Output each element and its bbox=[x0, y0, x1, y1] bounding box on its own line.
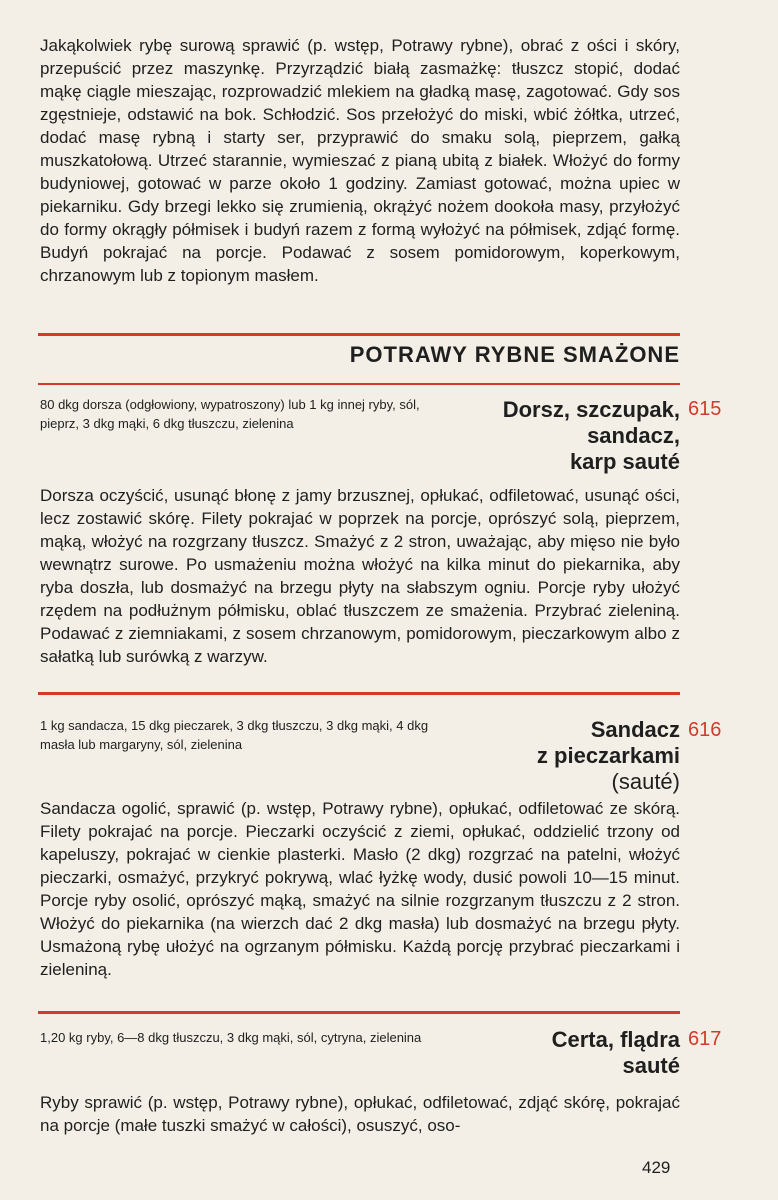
recipe-615-ingredients: 80 dkg dorsza (odgłowiony, wypatroszony) lub 1 kg innej ryby, sól, pieprz, 3 dkg mąki, 6 dkg tłuszczu, zielenina bbox=[40, 397, 420, 431]
page-number: 429 bbox=[642, 1158, 671, 1177]
recipe-616-ingredients: 1 kg sandacza, 15 dkg pieczarek, 3 dkg tłuszczu, 3 dkg mąki, 4 dkg masła lub margaryny, sól, zielenina bbox=[40, 718, 429, 752]
recipe-617-number: 617 bbox=[688, 1028, 722, 1050]
recipe-617-ingredients: 1,20 kg ryby, 6—8 dkg tłuszczu, 3 dkg mąki, sól, cytryna, zielenina bbox=[40, 1030, 422, 1045]
recipe-617-title bbox=[552, 1027, 680, 1079]
recipe-616-number: 616 bbox=[688, 719, 722, 741]
recipe-615-title-line: Dorsz, szczupak, bbox=[502, 397, 680, 422]
recipe-616-title-line: (sauté) bbox=[611, 769, 680, 794]
intro-paragraph: Jakąkolwiek rybę surową sprawić (p. wstęp, Potrawy rybne), obrać z ości i skóry, przepuścić przez maszynkę. Przyrządzić białą zasmażkę: tłuszcz stopić, dodać mąkę ciągle mieszając, rozprowadzić mlekiem na gładką masę, zagotować. Gdy sos zgęstnieje, odstawić na bok. Schłodzić. Sos przełożyć do miski, wbić żółtka, utrzeć, dodać masę rybną i starty ser, przyprawić do smaku solą, pieprzem, gałką muszkatołową. Utrzeć starannie, wymieszać z pianą ubitą z białek. Włożyć do formy budyniowej, gotować w parze około 1 godziny. Zamiast gotować, można upiec w piekarniku. Gdy brzegi lekko się zrumienią, okrążyć nożem dookoła masy, przyłożyć do formy okrągły półmisek i budyń razem z formą wyłożyć na półmisek, zdjąć formę. Budyń pokrajać na porcje. Podawać z sosem pomidorowym, koperkowym, chrzanowym lub z topionym masłem. bbox=[40, 36, 680, 285]
recipe-616-title-line: z pieczarkami bbox=[536, 743, 680, 768]
section-rule-top bbox=[38, 333, 680, 336]
recipe-615-number: 615 bbox=[688, 398, 722, 420]
recipe-616-title-line: Sandacz bbox=[590, 717, 680, 742]
recipe-615-method: Dorsza oczyścić, usunąć błonę z jamy brzusznej, opłukać, odfiletować, usunąć ości, lecz zostawić skórę. Filety pokrajać w poprzek na porcje, oprószyć solą, pieprzem, mąką, włożyć na rozgrzany tłuszcz. Smażyć z 2 stron, uważając, aby mięso nie było wewnątrz surowe. Po usmażeniu można włożyć na kilka minut do piekarnika, aby ryba doszła, lub dosmażyć na brzegu płyty na słabszym ogniu. Porcje ryby ułożyć rzędem na podłużnym półmisku, oblać tłuszczem ze smażenia. Przybrać zieleniną. Podawać z ziemniakami, z sosem chrzanowym, pomidorowym, pieczarkowym albo z sałatką lub surówką z warzyw. bbox=[40, 486, 680, 666]
section-rule-bottom bbox=[38, 383, 680, 385]
recipe-617-method: Ryby sprawić (p. wstęp, Potrawy rybne), opłukać, odfiletować, zdjąć skórę, pokrajać na porcje (małe tuszki smażyć w całości), osuszyć, oso- bbox=[40, 1093, 680, 1135]
recipe-divider bbox=[38, 1011, 680, 1014]
recipe-616-title bbox=[537, 717, 680, 795]
recipe-615-title-line: sandacz, bbox=[587, 423, 680, 448]
recipe-615-title-line: karp sauté bbox=[569, 449, 680, 474]
recipe-615-title bbox=[503, 397, 680, 475]
recipe-divider bbox=[38, 692, 680, 695]
section-title: POTRAWY RYBNE SMAŻONE bbox=[349, 342, 680, 367]
recipe-616-method: Sandacza ogolić, sprawić (p. wstęp, Potrawy rybne), opłukać, odfiletować ze skórą. Filety pokrajać na porcje. Pieczarki oczyścić z ziemi, opłukać, oddzielić trzony od kapeluszy, pokrajać w cienkie plasterki. Masło (2 dkg) rozgrzać na patelni, włożyć pieczarki, osmażyć, przykryć pokrywą, wlać łyżkę wody, dusić powoli 10—15 minut. Porcje ryby osolić, oprószyć mąką, smażyć na silnie rozgrzanym tłuszczu z 2 stron. Włożyć do piekarnika (na wierzch dać 2 dkg masła) lub dosmażyć na brzegu płyty. Usmażoną rybę ułożyć na ogrzanym półmisku. Każdą porcję przybrać pieczarkami i zieleniną. bbox=[40, 799, 680, 979]
recipe-617-title-line: Certa, flądra bbox=[551, 1027, 680, 1052]
recipe-617-title-line: sauté bbox=[622, 1053, 680, 1078]
